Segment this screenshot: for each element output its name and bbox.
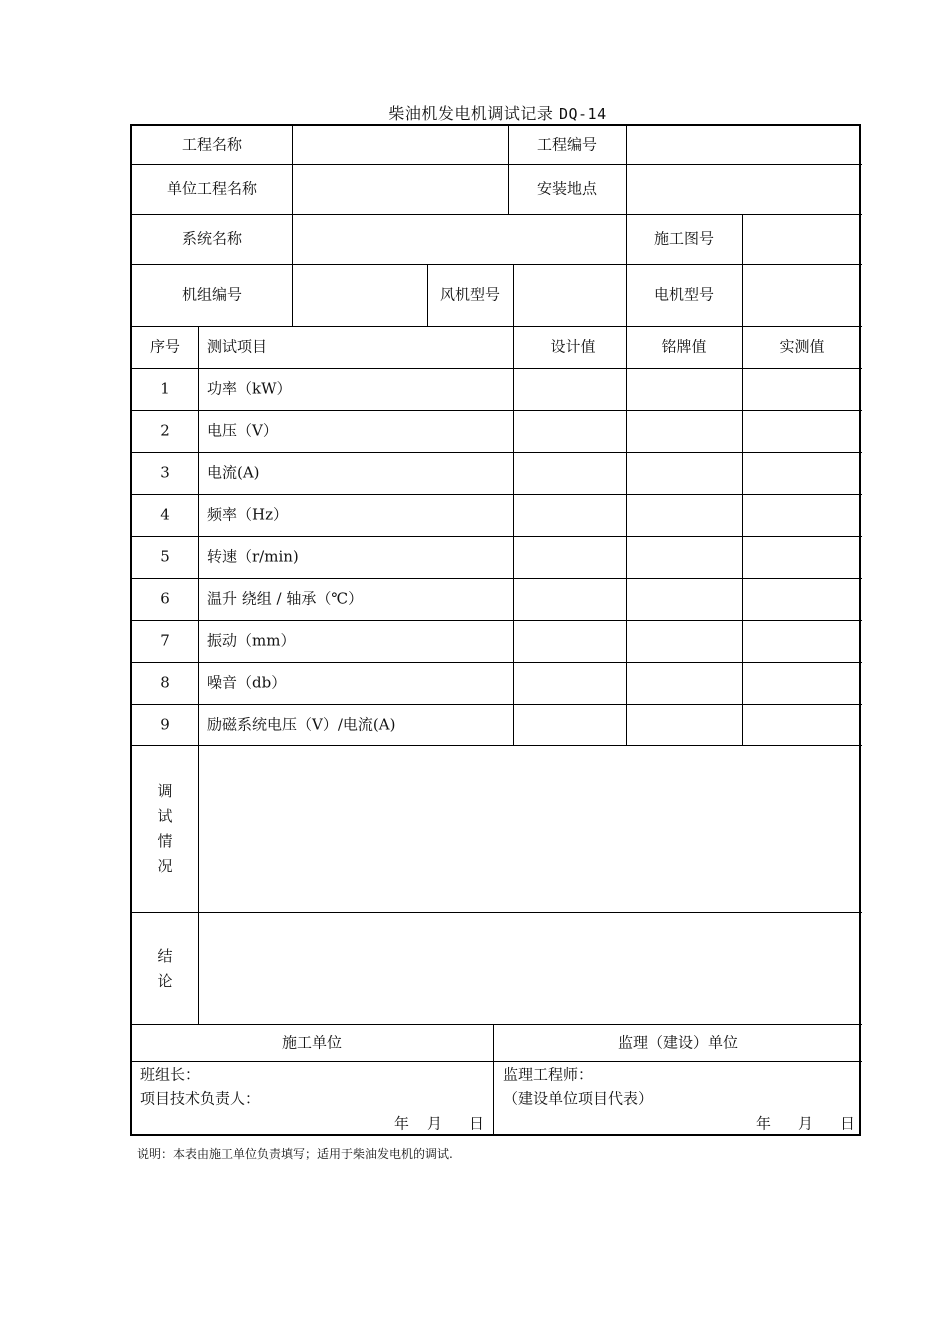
project-no-label: 工程编号 <box>536 135 598 154</box>
row-no: 9 <box>160 715 170 734</box>
col-divider <box>508 126 509 214</box>
form-table <box>130 124 861 1136</box>
row-no: 8 <box>160 673 170 692</box>
row-divider <box>131 368 862 369</box>
row-item: 噪音（db） <box>207 673 287 692</box>
left-year: 年 <box>394 1114 410 1133</box>
row-divider <box>131 1061 862 1062</box>
row-no: 7 <box>160 631 170 650</box>
conclusion-label <box>155 944 175 994</box>
col-design: 设计值 <box>550 337 596 356</box>
row-item: 温升 绕组 / 轴承（℃） <box>207 589 364 608</box>
team-leader-label: 班组长： <box>140 1065 201 1084</box>
row-divider <box>131 264 862 265</box>
row-item: 功率（kW） <box>207 379 292 398</box>
col-divider <box>493 1024 494 1136</box>
form-code: DQ-14 <box>558 105 607 123</box>
form-note: 说明：本表由施工单位负责填写；适用于柴油发电机的调试. <box>137 1147 453 1161</box>
unit-project-label: 单位工程名称 <box>166 179 258 198</box>
right-month: 月 <box>798 1114 814 1133</box>
row-divider <box>131 536 862 537</box>
row-divider <box>131 164 862 165</box>
col-divider <box>742 214 743 745</box>
vertical-char: 试 <box>157 807 173 825</box>
vertical-char: 况 <box>157 857 173 875</box>
fan-model-label: 风机型号 <box>439 285 501 304</box>
vertical-char: 论 <box>157 972 173 990</box>
row-item: 励磁系统电压（V）/电流(A) <box>207 715 396 734</box>
tech-lead-label: 项目技术负责人： <box>140 1089 261 1108</box>
row-no: 4 <box>160 505 170 524</box>
row-divider <box>131 912 862 913</box>
vertical-char: 调 <box>157 782 173 800</box>
unit-no-label: 机组编号 <box>181 285 243 304</box>
form-title <box>0 101 950 124</box>
vertical-char: 结 <box>157 947 173 965</box>
row-divider <box>131 494 862 495</box>
row-no: 5 <box>160 547 170 566</box>
row-divider <box>131 620 862 621</box>
col-item: 测试项目 <box>207 337 268 356</box>
owner-rep-label: （建设单位项目代表） <box>503 1089 654 1108</box>
col-divider <box>626 126 627 745</box>
right-day: 日 <box>840 1114 856 1133</box>
row-divider <box>131 1024 862 1025</box>
row-no: 6 <box>160 589 170 608</box>
row-item: 电压（V） <box>207 421 278 440</box>
row-divider <box>131 326 862 327</box>
col-divider <box>198 326 199 1024</box>
form-title-text: 柴油机发电机调试记录 <box>388 104 554 123</box>
left-month: 月 <box>427 1114 443 1133</box>
row-divider <box>131 578 862 579</box>
supervision-unit-label: 监理（建设）单位 <box>617 1033 739 1052</box>
row-item: 振动（mm） <box>207 631 296 650</box>
row-divider <box>131 745 862 746</box>
install-site-label: 安装地点 <box>536 179 598 198</box>
row-divider <box>131 662 862 663</box>
row-no: 2 <box>160 421 170 440</box>
col-measured: 实测值 <box>779 337 825 356</box>
supervisor-label: 监理工程师： <box>503 1065 594 1084</box>
project-name-label: 工程名称 <box>181 135 243 154</box>
row-no: 1 <box>160 379 170 398</box>
vertical-char: 情 <box>157 832 173 850</box>
construction-unit-label: 施工单位 <box>281 1033 343 1052</box>
row-divider <box>131 704 862 705</box>
row-no: 3 <box>160 463 170 482</box>
row-item: 转速（r/min) <box>207 547 299 566</box>
right-year: 年 <box>756 1114 772 1133</box>
col-seq: 序号 <box>149 337 181 356</box>
left-day: 日 <box>469 1114 485 1133</box>
row-item: 频率（Hz） <box>207 505 288 524</box>
col-nameplate: 铭牌值 <box>661 337 707 356</box>
col-divider <box>513 264 514 745</box>
row-divider <box>131 214 862 215</box>
col-divider <box>427 264 428 326</box>
motor-model-label: 电机型号 <box>653 285 715 304</box>
row-divider <box>131 410 862 411</box>
col-divider <box>292 126 293 326</box>
debug-label <box>155 779 175 879</box>
row-divider <box>131 452 862 453</box>
drawing-no-label: 施工图号 <box>653 229 715 248</box>
row-item: 电流(A) <box>207 463 260 482</box>
system-name-label: 系统名称 <box>181 229 243 248</box>
